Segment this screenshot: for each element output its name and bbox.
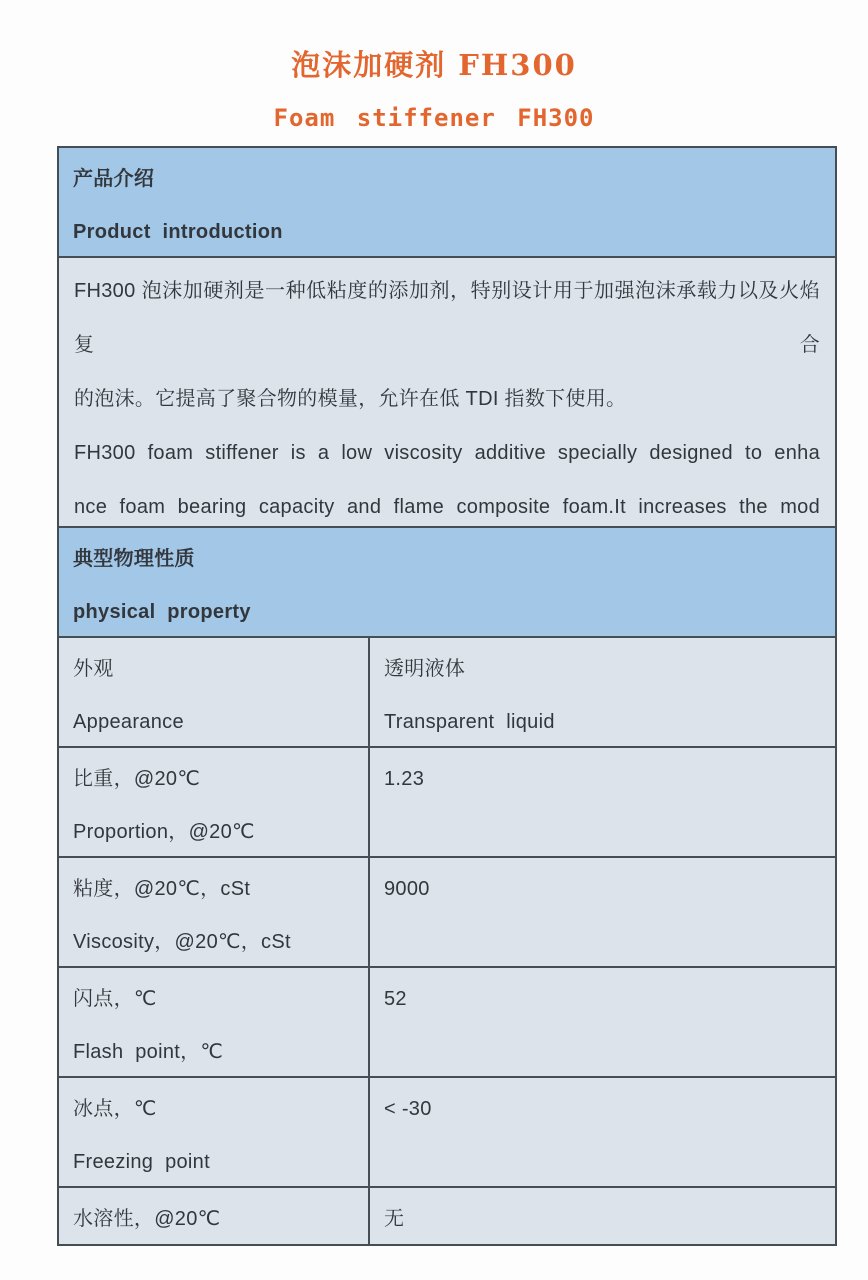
value: 52 bbox=[384, 988, 407, 1010]
value-cell bbox=[370, 968, 835, 1076]
label-zh: 闪点，℃ bbox=[73, 988, 157, 1010]
label-cell bbox=[59, 638, 370, 746]
label-en: Appearance bbox=[73, 711, 184, 733]
section-header-physical-property bbox=[59, 528, 835, 638]
property-row-viscosity bbox=[59, 858, 835, 968]
value-cell bbox=[370, 748, 835, 856]
intro-line-zh-2: 的泡沫。它提高了聚合物的模量，允许在低 TDI 指数下使用。 bbox=[74, 388, 627, 410]
intro-line-zh-1: FH300 泡沫加硬剂是一种低粘度的添加剂，特别设计用于加强泡沫承载力以及火焰复合 bbox=[74, 280, 820, 356]
label-en: Viscosity，@20℃，cSt bbox=[73, 931, 291, 953]
label-cell bbox=[59, 968, 370, 1076]
label-zh: 外观 bbox=[73, 658, 114, 680]
section-heading-zh: 典型物理性质 bbox=[73, 548, 195, 570]
property-row-flash-point bbox=[59, 968, 835, 1078]
label-zh: 粘度，@20℃，cSt bbox=[73, 878, 251, 900]
value-cell bbox=[370, 1188, 835, 1244]
value-zh: 透明液体 bbox=[384, 658, 466, 680]
label-en: Flash point，℃ bbox=[73, 1041, 224, 1063]
label-en: Proportion，@20℃ bbox=[73, 821, 255, 843]
property-row-appearance bbox=[59, 638, 835, 748]
value: < -30 bbox=[384, 1098, 432, 1120]
value-cell bbox=[370, 858, 835, 966]
label-zh: 水溶性，@20℃ bbox=[73, 1208, 221, 1230]
label-en: Freezing point bbox=[73, 1151, 210, 1173]
property-row-freezing-point bbox=[59, 1078, 835, 1188]
value-cell bbox=[370, 1078, 835, 1186]
label-cell bbox=[59, 1188, 370, 1244]
value: 无 bbox=[384, 1208, 405, 1230]
page-title-zh: 泡沫加硬剂 FH300 bbox=[291, 48, 577, 82]
value-en: Transparent liquid bbox=[384, 711, 555, 733]
intro-line-en-1: FH300 foam stiffener is a low viscosity additive specially designed to enha bbox=[74, 442, 820, 464]
label-cell bbox=[59, 858, 370, 966]
section-heading-en: Product introduction bbox=[73, 221, 283, 243]
property-row-proportion bbox=[59, 748, 835, 858]
section-header-product-introduction bbox=[59, 148, 835, 258]
label-cell bbox=[59, 748, 370, 856]
section-heading-zh: 产品介绍 bbox=[73, 168, 155, 190]
intro-line-en-2: nce foam bearing capacity and flame composite foam.It increases the mod bbox=[74, 496, 820, 518]
label-zh: 冰点，℃ bbox=[73, 1098, 157, 1120]
label-zh: 比重，@20℃ bbox=[73, 768, 201, 790]
property-row-water-solubility bbox=[59, 1188, 835, 1244]
value: 9000 bbox=[384, 878, 430, 900]
product-introduction-body bbox=[59, 258, 835, 528]
label-cell bbox=[59, 1078, 370, 1186]
product-datasheet-table bbox=[57, 146, 837, 1246]
section-heading-en: physical property bbox=[73, 601, 251, 623]
value-cell bbox=[370, 638, 835, 746]
page-title-en: Foam stiffener FH300 bbox=[273, 104, 595, 132]
value: 1.23 bbox=[384, 768, 425, 790]
